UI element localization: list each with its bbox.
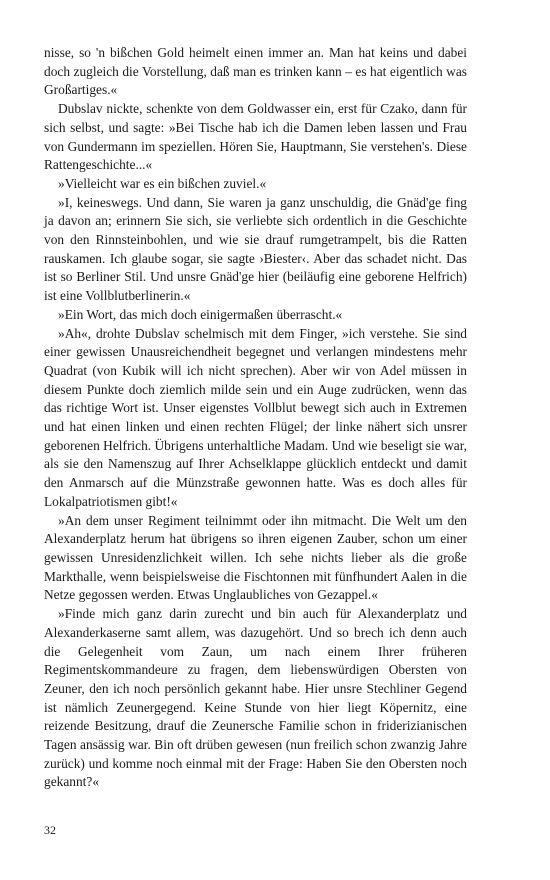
paragraph: Dubslav nickte, schenkte von dem Goldwasser ein, erst für Czako, dann für sich selbst, und sagte: »Bei Tische hab ich die Damen leben lassen und Frau von Gundermann im speziellen. Hören Sie, Hauptmann, Sie verstehen's. Diese Rattengeschichte...« bbox=[44, 101, 467, 173]
paragraph: »I, keineswegs. Und dann, Sie waren ja ganz unschuldig, die Gnäd'ge fing ja davon an; erinnern Sie sich, sie verliebte sich ordentlich in die Geschichte von den Rinnsteinbohlen, und wie sie drauf rumgetrampelt, bis die Ratten rauskamen. Ich glaube sogar, sie sagte ›Biester‹. Aber das schadet nicht. Das ist so Berliner Stil. Und unsre Gnäd'ge hier (beiläufig eine geborene Helfrich) ist eine Vollblutberlinerin.« bbox=[44, 194, 467, 304]
page-number: 32 bbox=[44, 823, 56, 837]
paragraph: »Ein Wort, das mich doch einigermaßen überrascht.« bbox=[58, 306, 343, 322]
paragraph: »An dem unser Regiment teilnimmt oder ihn mitmacht. Die Welt um den Alexanderplatz herum hat übrigens so ihren eigenen Zauber, schon um einer gewissen Unresidenzlichkeit willen. Ich sehe nichts lieber als die große Markthalle, wenn beispielsweise die Fischtonnen mit fünfhundert Aalen in die Netze gegossen werden. Etwas Unglaubliches von Gezappel.« bbox=[44, 512, 467, 603]
page-body bbox=[44, 44, 467, 792]
paragraph: »Vielleicht war es ein bißchen zuviel.« bbox=[58, 175, 267, 191]
paragraph: »Finde mich ganz darin zurecht und bin auch für Alexanderplatz und Alexanderkaserne samt allem, was dazugehört. Und so brech ich denn auch die Gelegenheit vom Zaun, um nach einem Ihrer früheren Regimentskommandeure zu fragen, dem liebenswürdigen Obersten von Zeuner, den ich noch persönlich gekannt habe. Hier unsre Stechliner Gegend ist nämlich Zeunergegend. Keine Stunde von hier liegt Köpernitz, eine reizende Besitzung, drauf die Zeunersche Familie schon in friderizianischen Tagen ansässig war. Bin oft drüben gewesen (nun freilich schon zwanzig Jahre zurück) und komme noch einmal mit der Frage: Haben Sie den Obersten noch gekannt?« bbox=[44, 606, 467, 790]
paragraph: »Ah«, drohte Dubslav schelmisch mit dem Finger, »ich verstehe. Sie sind einer gewissen Unausreichendheit begegnet und verlangen mindestens mehr Quadrat (von Kubik will ich nicht sprechen). Aber wir von Adel müssen in diesem Punkte doch ziemlich milde sein und ein Auge zudrücken, wenn das das richtige Wort ist. Unser eigenstes Vollblut bewegt sich auch in Extremen und hat einen linken und einen rechten Flügel; der linke nähert sich unsrer geborenen Helfrich. Übrigens unterhaltliche Madam. Und wie beseligt sie war, als sie den Namenszug auf Ihrer Achselklappe glücklich entdeckt und damit den Anmarsch auf die Münzstraße gewonnen hatte. Was es doch alles für Lokalpatriotismen gibt!« bbox=[44, 325, 467, 509]
paragraph: nisse, so 'n bißchen Gold heimelt einen immer an. Man hat keins und dabei doch zugleich die Vorstellung, daß man es trinken kann – es hat eigentlich was Großartiges.« bbox=[44, 45, 467, 98]
